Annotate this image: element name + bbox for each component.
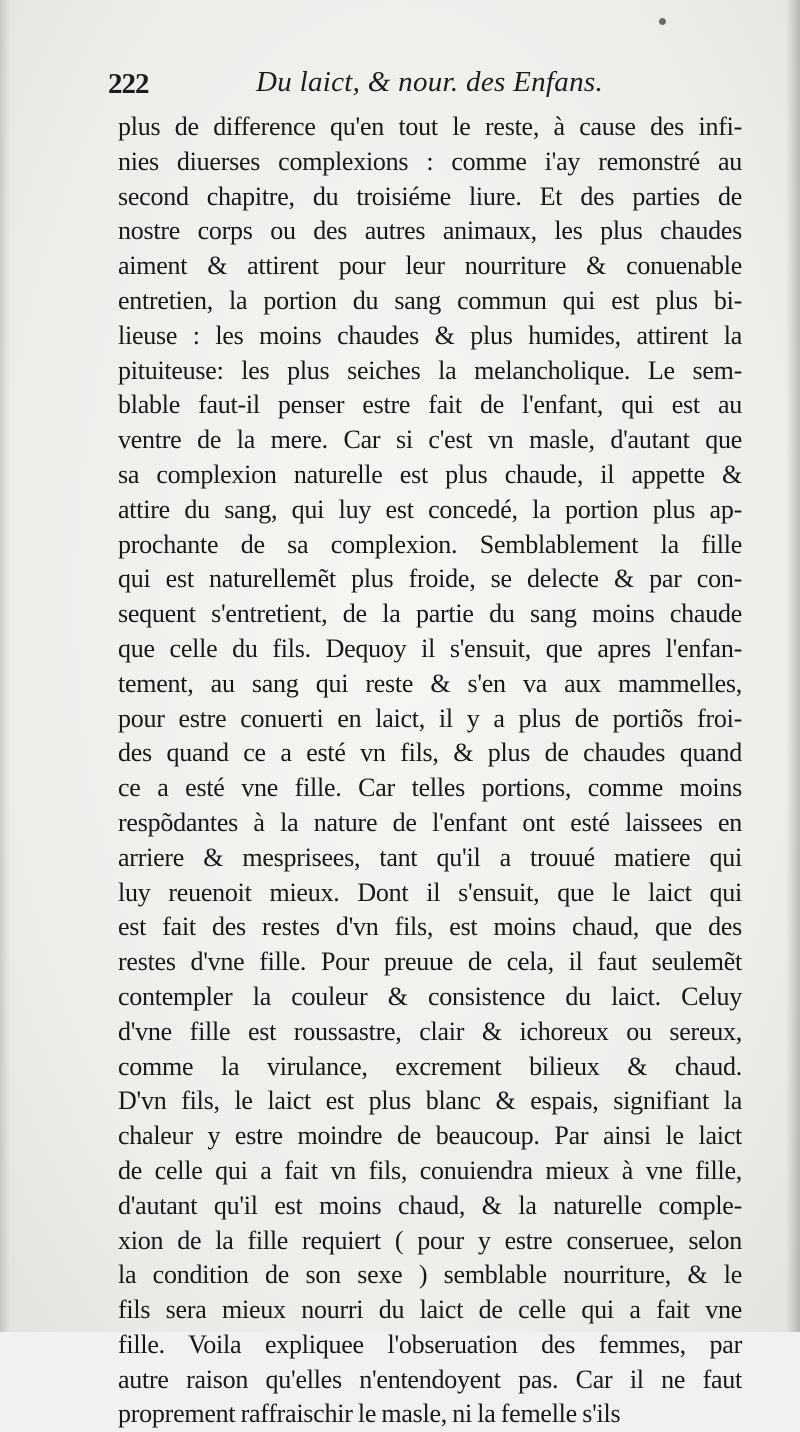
body-text — [118, 110, 742, 1432]
text-line: sa complexion naturelle est plus chaude, il appette & — [118, 459, 742, 489]
text-line: que celle du fils. Dequoy il s'ensuit, que apres l'enfan- — [118, 633, 742, 663]
text-line: fille. Voila expliquee l'obseruation des femmes, par — [118, 1329, 742, 1359]
text-line: ce a esté vne fille. Car telles portions, comme moins — [118, 773, 742, 803]
text-line: attire du sang, qui luy est concedé, la portion plus ap- — [118, 494, 742, 524]
ink-speck — [659, 18, 666, 25]
text-line: la condition de son sexe ) semblable nourriture, & le — [118, 1260, 742, 1290]
page-number: 222 — [108, 68, 149, 100]
text-line: d'autant qu'il est moins chaud, & la naturelle comple- — [118, 1190, 742, 1220]
text-line: de celle qui a fait vn fils, conuiendra mieux à vne fille, — [118, 1155, 742, 1185]
text-line: comme la virulance, excrement bilieux & chaud. — [118, 1051, 742, 1081]
text-line: d'vne fille est roussastre, clair & ichoreux ou sereux, — [118, 1016, 742, 1046]
text-line: entretien, la portion du sang commun qui est plus bi- — [118, 285, 742, 315]
text-line: nies diuerses complexions : comme i'ay remonstré au — [118, 146, 742, 176]
text-line: lieuse : les moins chaudes & plus humides, attirent la — [118, 320, 742, 350]
text-line: luy reuenoit mieux. Dont il s'ensuit, que le laict qui — [118, 877, 742, 907]
text-line: des quand ce a esté vn fils, & plus de chaudes quand — [118, 738, 742, 768]
text-line: est fait des restes d'vn fils, est moins chaud, que des — [118, 912, 742, 942]
text-line: second chapitre, du troisiéme liure. Et des parties de — [118, 181, 742, 211]
text-line: restes d'vne fille. Pour preuue de cela, il faut seulemẽt — [118, 947, 742, 977]
text-line: blable faut-il penser estre fait de l'enfant, qui est au — [118, 390, 742, 420]
text-line: nostre corps ou des autres animaux, les plus chaudes — [118, 216, 742, 246]
text-line: pour estre conuerti en laict, il y a plus de portiõs froi- — [118, 703, 742, 733]
running-title: Du laict, & nour. des Enfans. — [256, 66, 604, 98]
text-line: D'vn fils, le laict est plus blanc & espais, signifiant la — [118, 1086, 742, 1116]
text-line: aiment & attirent pour leur nourriture & conuenable — [118, 251, 742, 281]
text-line: sequent s'entretient, de la partie du sang moins chaude — [118, 599, 742, 629]
text-line: contempler la couleur & consistence du laict. Celuy — [118, 981, 742, 1011]
text-line: fils sera mieux nourri du laict de celle qui a fait vne — [118, 1295, 742, 1325]
page-shadow-left — [0, 0, 10, 1332]
text-line: tement, au sang qui reste & s'en va aux mammelles, — [118, 668, 742, 698]
text-line: respõdantes à la nature de l'enfant ont esté laissees en — [118, 807, 742, 837]
text-line: autre raison qu'elles n'entendoyent pas. Car il ne faut — [118, 1364, 742, 1394]
running-head — [108, 62, 748, 112]
text-line: proprement raffraischir le masle, ni la femelle s'ils — [118, 1399, 621, 1429]
text-line: qui est naturellemẽt plus froide, se delecte & par con- — [118, 564, 742, 594]
text-line: pituiteuse: les plus seiches la melancholique. Le sem- — [118, 355, 742, 385]
text-line: ventre de la mere. Car si c'est vn masle, d'autant que — [118, 425, 742, 455]
text-line: arriere & mesprisees, tant qu'il a trouué matiere qui — [118, 842, 742, 872]
page-shadow-right — [786, 0, 800, 1332]
text-line: xion de la fille requiert ( pour y estre conseruee, selon — [118, 1225, 742, 1255]
text-line: prochante de sa complexion. Semblablement la fille — [118, 529, 742, 559]
text-line: plus de difference qu'en tout le reste, à cause des infi- — [118, 112, 742, 141]
text-line: chaleur y estre moindre de beaucoup. Par ainsi le laict — [118, 1121, 742, 1151]
